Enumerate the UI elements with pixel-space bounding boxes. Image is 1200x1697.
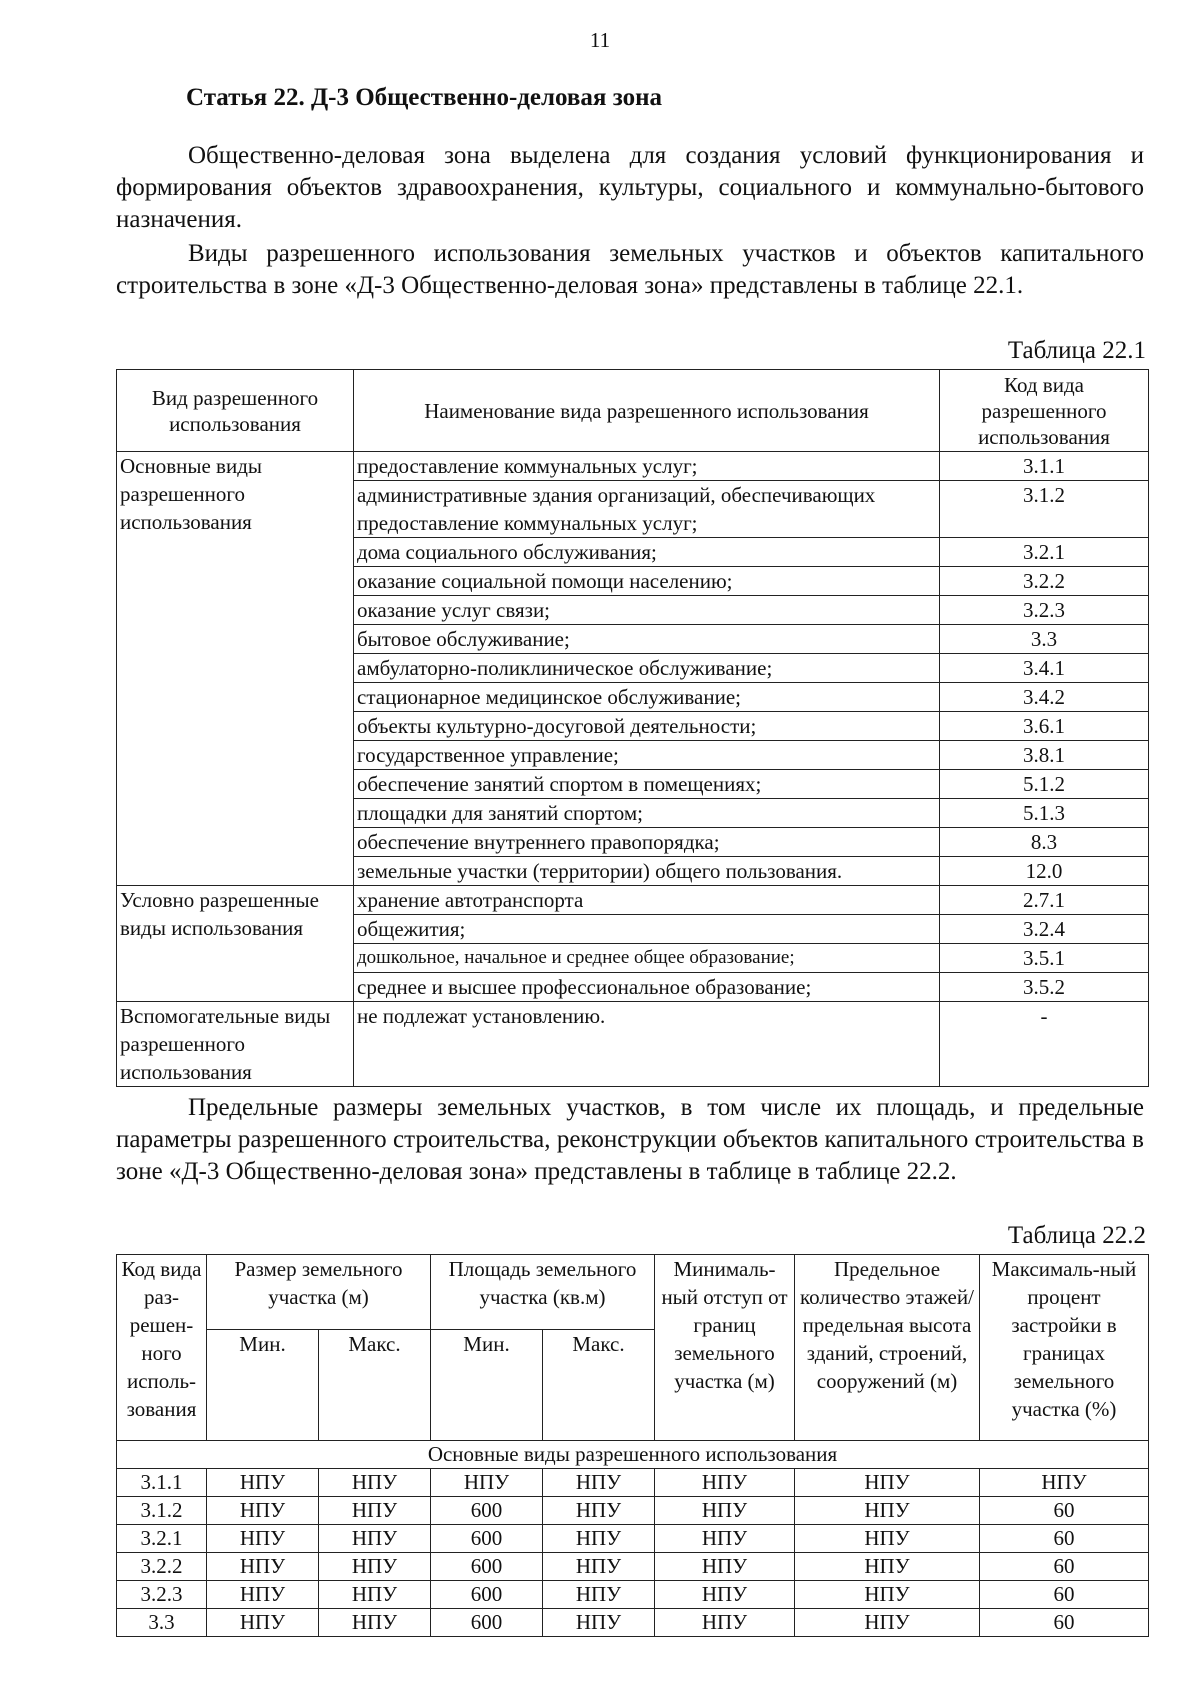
- param-cell: НПУ: [655, 1609, 795, 1637]
- use-code: 3.1.2: [940, 481, 1149, 538]
- param-cell: НПУ: [795, 1553, 980, 1581]
- param-cell: 60: [980, 1497, 1149, 1525]
- use-name: земельные участки (территории) общего пользования.: [354, 857, 940, 886]
- use-name: обеспечение внутреннего правопорядка;: [354, 828, 940, 857]
- param-cell: НПУ: [207, 1581, 319, 1609]
- use-group-label: Основные виды разрешенного использования: [117, 452, 354, 886]
- header-area-max: Макс.: [543, 1330, 655, 1441]
- param-cell: НПУ: [795, 1525, 980, 1553]
- use-code: 12.0: [940, 857, 1149, 886]
- use-name: не подлежат установлению.: [354, 1002, 940, 1087]
- table2-caption: Таблица 22.2: [1007, 1222, 1146, 1249]
- param-cell: НПУ: [207, 1525, 319, 1553]
- use-group-label: Вспомогательные виды разрешенного использования: [117, 1002, 354, 1087]
- use-name: обеспечение занятий спортом в помещениях;: [354, 770, 940, 799]
- use-code: 3.1.1: [940, 452, 1149, 481]
- use-code: 3.3: [940, 625, 1149, 654]
- use-code: 3.4.2: [940, 683, 1149, 712]
- param-cell: НПУ: [795, 1609, 980, 1637]
- param-cell: НПУ: [543, 1525, 655, 1553]
- use-code: 2.7.1: [940, 886, 1149, 915]
- use-code: 5.1.3: [940, 799, 1149, 828]
- parameters-table-body: [117, 1441, 1149, 1637]
- param-cell: НПУ: [795, 1497, 980, 1525]
- row-code: 3.2.3: [117, 1581, 207, 1609]
- intro-paragraph-3: Предельные размеры земельных участков, в том числе их площадь, и предельные параметры разрешенного строительства, реконструкции объектов капитального строительства в зоне «Д-3 Общественно-деловая зона» представлены в таблице в таблице 22.2.: [116, 1094, 1144, 1185]
- use-name: среднее и высшее профессиональное образование;: [354, 973, 940, 1002]
- table-row: [117, 1581, 1149, 1609]
- param-cell: НПУ: [655, 1553, 795, 1581]
- param-cell: НПУ: [431, 1469, 543, 1497]
- param-cell: 600: [431, 1609, 543, 1637]
- param-cell: НПУ: [319, 1581, 431, 1609]
- param-cell: НПУ: [795, 1469, 980, 1497]
- use-name: стационарное медицинское обслуживание;: [354, 683, 940, 712]
- param-cell: НПУ: [655, 1469, 795, 1497]
- param-cell: НПУ: [543, 1553, 655, 1581]
- row-code: 3.1.1: [117, 1469, 207, 1497]
- article-title: Статья 22. Д-3 Общественно-деловая зона: [186, 84, 663, 111]
- table-row: [117, 886, 1149, 915]
- use-name: дома социального обслуживания;: [354, 538, 940, 567]
- row-code: 3.1.2: [117, 1497, 207, 1525]
- parameters-table: [116, 1254, 1149, 1637]
- param-cell: НПУ: [207, 1553, 319, 1581]
- use-name: объекты культурно-досуговой деятельности;: [354, 712, 940, 741]
- use-code: 3.4.1: [940, 654, 1149, 683]
- use-code: 3.8.1: [940, 741, 1149, 770]
- use-code: 8.3: [940, 828, 1149, 857]
- table-row: [117, 1609, 1149, 1637]
- header-setback: Минималь-ный отступ от границ земельного участка (м): [655, 1255, 795, 1441]
- param-cell: НПУ: [319, 1497, 431, 1525]
- param-cell: НПУ: [655, 1497, 795, 1525]
- header-area-min: Мин.: [431, 1330, 543, 1441]
- param-cell: НПУ: [207, 1609, 319, 1637]
- table-row: [117, 1553, 1149, 1581]
- param-cell: НПУ: [319, 1609, 431, 1637]
- table1-caption: Таблица 22.1: [1007, 337, 1146, 364]
- table-row: [117, 1497, 1149, 1525]
- use-name: амбулаторно-поликлиническое обслуживание;: [354, 654, 940, 683]
- param-cell: НПУ: [207, 1469, 319, 1497]
- page-number: 11: [589, 28, 611, 52]
- use-code: 3.2.4: [940, 915, 1149, 944]
- row-code: 3.2.2: [117, 1553, 207, 1581]
- param-cell: НПУ: [543, 1469, 655, 1497]
- header-floors: Предельное количество этажей/ предельная высота зданий, строений, сооружений (м): [795, 1255, 980, 1441]
- table-row: [117, 1469, 1149, 1497]
- param-cell: НПУ: [319, 1469, 431, 1497]
- param-cell: НПУ: [655, 1525, 795, 1553]
- permitted-use-table: [116, 369, 1149, 1087]
- use-name: оказание услуг связи;: [354, 596, 940, 625]
- table-row: [117, 1002, 1149, 1087]
- header-name: Наименование вида разрешенного использования: [354, 370, 940, 452]
- use-name: административные здания организаций, обеспечивающих предоставление коммунальных услуг;: [354, 481, 940, 538]
- header-code: Код вида разрешенного использования: [940, 370, 1149, 452]
- permitted-use-table-body: [117, 452, 1149, 1087]
- param-cell: 60: [980, 1525, 1149, 1553]
- table-row: [117, 1525, 1149, 1553]
- use-group-label: Условно разрешенные виды использования: [117, 886, 354, 1002]
- param-cell: НПУ: [543, 1609, 655, 1637]
- intro-paragraph-2: Виды разрешенного использования земельных участков и объектов капитального строительства в зоне «Д-3 Общественно-деловая зона» представлены в таблице 22.1.: [116, 240, 1144, 299]
- param-cell: 60: [980, 1553, 1149, 1581]
- use-code: 5.1.2: [940, 770, 1149, 799]
- use-name: бытовое обслуживание;: [354, 625, 940, 654]
- param-cell: НПУ: [795, 1581, 980, 1609]
- use-name: площадки для занятий спортом;: [354, 799, 940, 828]
- use-name: государственное управление;: [354, 741, 940, 770]
- param-cell: 600: [431, 1553, 543, 1581]
- param-cell: 600: [431, 1497, 543, 1525]
- param-cell: НПУ: [980, 1469, 1149, 1497]
- param-cell: НПУ: [543, 1581, 655, 1609]
- header-kind: Вид разрешенного использования: [117, 370, 354, 452]
- row-code: 3.2.1: [117, 1525, 207, 1553]
- use-code: 3.2.1: [940, 538, 1149, 567]
- table-row: [117, 452, 1149, 481]
- header-size-max: Макс.: [319, 1330, 431, 1441]
- param-cell: НПУ: [207, 1497, 319, 1525]
- intro-paragraph-1: Общественно-деловая зона выделена для создания условий функционирования и формирования объектов здравоохранения, культуры, социального и коммунально-бытового назначения.: [116, 142, 1144, 233]
- use-name: хранение автотранспорта: [354, 886, 940, 915]
- use-name: дошкольное, начальное и среднее общее образование;: [354, 944, 940, 973]
- param-cell: 60: [980, 1581, 1149, 1609]
- param-cell: 600: [431, 1525, 543, 1553]
- param-cell: НПУ: [319, 1553, 431, 1581]
- use-name: оказание социальной помощи населению;: [354, 567, 940, 596]
- header-size-min: Мин.: [207, 1330, 319, 1441]
- use-code: 3.2.2: [940, 567, 1149, 596]
- use-code: 3.2.3: [940, 596, 1149, 625]
- param-cell: НПУ: [543, 1497, 655, 1525]
- header-plot-area: Площадь земельного участка (кв.м): [431, 1255, 655, 1330]
- use-code: 3.5.1: [940, 944, 1149, 973]
- row-code: 3.3: [117, 1609, 207, 1637]
- use-name: предоставление коммунальных услуг;: [354, 452, 940, 481]
- param-cell: 600: [431, 1581, 543, 1609]
- param-cell: 60: [980, 1609, 1149, 1637]
- section-title: Основные виды разрешенного использования: [117, 1441, 1149, 1469]
- param-cell: НПУ: [319, 1525, 431, 1553]
- use-code: 3.5.2: [940, 973, 1149, 1002]
- header-code: Код вида раз-решен-ного исполь-зования: [117, 1255, 207, 1441]
- header-coverage: Максималь-ный процент застройки в границах земельного участка (%): [980, 1255, 1149, 1441]
- use-code: 3.6.1: [940, 712, 1149, 741]
- use-code: -: [940, 1002, 1149, 1087]
- header-plot-size: Размер земельного участка (м): [207, 1255, 431, 1330]
- param-cell: НПУ: [655, 1581, 795, 1609]
- use-name: общежития;: [354, 915, 940, 944]
